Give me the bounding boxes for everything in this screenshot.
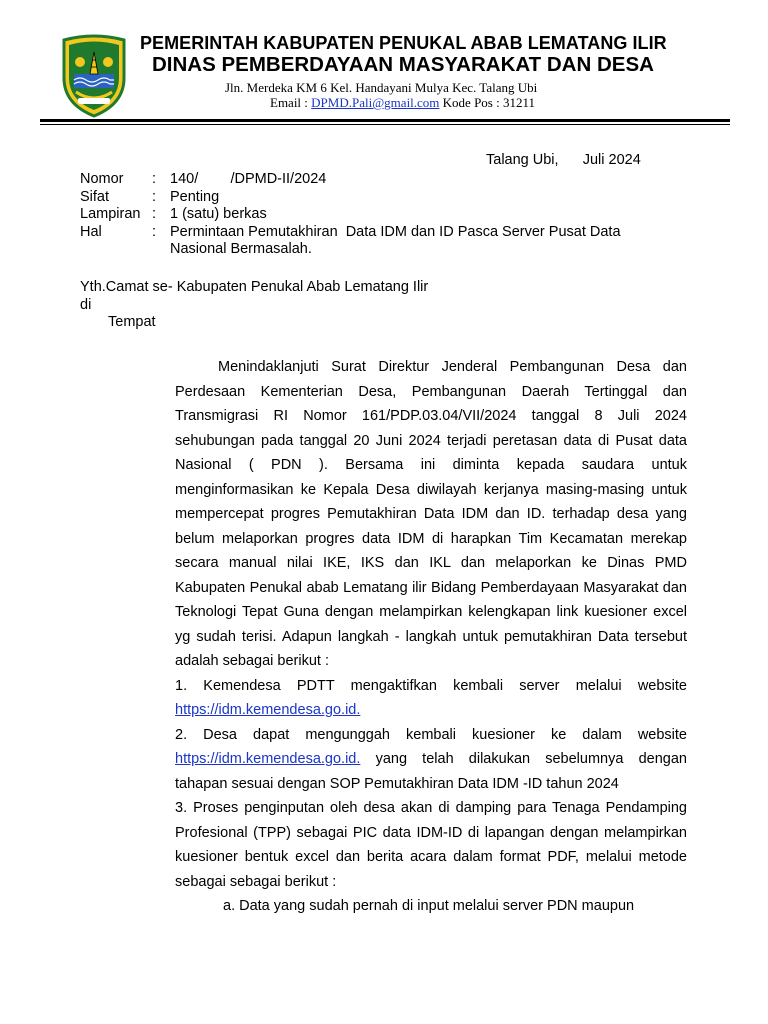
meta-row-nomor bbox=[80, 171, 660, 189]
list-item-2 bbox=[175, 723, 687, 797]
meta-colon: : bbox=[152, 223, 157, 240]
body-paragraph: Menindaklanjuti Surat Direktur Jenderal Pembangunan Desa dan Perdesaan Kementerian Desa, Pembangunan Daerah Tertinggal dan Transmigrasi RI Nomor 161/PDP.03.04/VII/2024 tanggal 8 Juli 2024 sehubungan pada tanggal 20 Juni 2024 terjadi peretasan data di Pusat data Nasional ( PDN ). Bersama ini diminta kepada saudara untuk menginformasikan ke Kepala Desa diwilayah kerjanya masing-masing untuk mempercepat progres Pemutakhiran Data IDM dan ID. terhadap desa yang belum melaporkan progres data IDM di harapkan Tim Kecamatan merekap secara manual nilai IKE, IKS dan IKL dan melaporkan ke Dinas PMD Kabupaten Penukal abab Lematang ilir Bidang Pemberdayaan Masyarakat dan Teknologi Tepat Guna dengan melampirkan kelengkapan link kuesioner excel yg sudah terisi. Adapun langkah - langkah untuk pemutakhiran Data tersebut adalah sebagai berikut : bbox=[175, 359, 687, 669]
letterhead-divider-thick bbox=[40, 119, 730, 122]
meta-row-sifat bbox=[80, 189, 660, 207]
recipient-di: di bbox=[80, 296, 92, 313]
letter-body bbox=[175, 355, 687, 919]
sub-item-a: a. Data yang sudah pernah di input melalui server PDN maupun bbox=[223, 898, 635, 914]
email-label: Email : bbox=[270, 95, 312, 110]
meta-colon: : bbox=[152, 188, 157, 205]
recipient-tempat: Tempat bbox=[108, 314, 156, 330]
meta-label: Lampiran bbox=[80, 206, 141, 222]
letterhead-government-name: PEMERINTAH KABUPATEN PENUKAL ABAB LEMATANG ILIR bbox=[140, 33, 667, 53]
regency-crest-icon bbox=[58, 34, 130, 118]
letter-date: Talang Ubi, Juli 2024 bbox=[486, 152, 641, 168]
website-link[interactable]: https://idm.kemendesa.go.id. bbox=[175, 751, 361, 767]
meta-row-hal bbox=[80, 224, 660, 259]
meta-value: Permintaan Pemutakhiran Data IDM dan ID Pasca Server Pusat Data Nasional Bermasalah. bbox=[170, 223, 625, 257]
list-item-1 bbox=[175, 674, 687, 723]
meta-row-lampiran bbox=[80, 206, 660, 224]
letterhead-office-name: DINAS PEMBERDAYAAN MASYARAKAT DAN DESA bbox=[152, 53, 654, 76]
list-item-text: 2. Desa dapat mengunggah kembali kuesioner ke dalam website bbox=[175, 726, 687, 743]
meta-label: Nomor bbox=[80, 171, 124, 187]
recipient-block bbox=[80, 279, 428, 332]
meta-colon: : bbox=[152, 171, 157, 187]
meta-label: Hal bbox=[80, 223, 102, 240]
meta-label: Sifat bbox=[80, 188, 110, 205]
meta-value: 140/ /DPMD-II/2024 bbox=[170, 171, 327, 187]
list-item-text: 1. Kemendesa PDTT mengaktifkan kembali server melalui website bbox=[175, 677, 687, 694]
meta-value: 1 (satu) berkas bbox=[170, 206, 267, 222]
letterhead-address: Jln. Merdeka KM 6 Kel. Handayani Mulya Kec. Talang Ubi bbox=[225, 80, 538, 95]
letter-meta bbox=[80, 171, 660, 259]
meta-value: Penting bbox=[170, 188, 220, 205]
recipient-line: Yth.Camat se- Kabupaten Penukal Abab Lematang Ilir bbox=[80, 279, 429, 295]
letterhead-contact bbox=[270, 95, 535, 111]
postcode: Kode Pos : 31211 bbox=[439, 95, 535, 110]
email-link[interactable]: DPMD.Pali@gmail.com bbox=[311, 95, 440, 110]
list-item-text: yang telah dilakukan sebelumnya dengan tahapan sesuai dengan SOP Pemutakhiran Data IDM -ID tahun 2024 bbox=[175, 751, 687, 792]
list-item-3: 3. Proses penginputan oleh desa akan di damping para Tenaga Pendamping Profesional (TPP) sebagai PIC data IDM-ID di lapangan dengan melampirkan kuesioner bentuk excel dan berita acara dalam format PDF, melalui metode sebagai sebagai berikut : bbox=[175, 800, 687, 890]
meta-colon: : bbox=[152, 206, 157, 222]
website-link[interactable]: https://idm.kemendesa.go.id. bbox=[175, 702, 361, 718]
letterhead-divider-thin bbox=[40, 124, 730, 125]
